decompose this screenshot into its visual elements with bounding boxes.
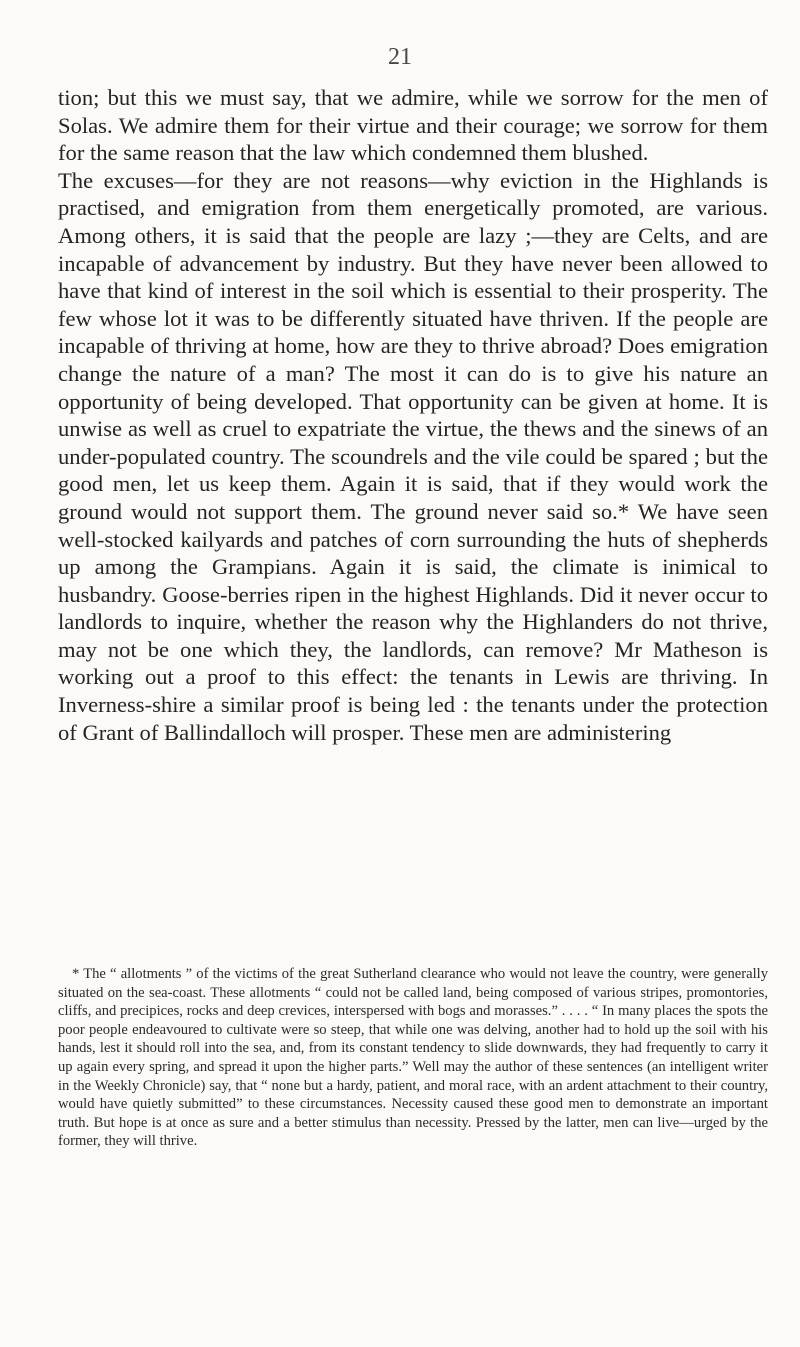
paragraph-continuation: tion; but this we must say, that we admire, while we sorrow for the men of Solas. We admire them for their virtue and their courage; we sorrow for them for the same reason that the law which condemned them blushed. bbox=[58, 85, 768, 166]
footnote bbox=[58, 965, 768, 1151]
footnote-text: * The “ allotments ” of the victims of the great Sutherland clearance who would not leave the country, were generally situated on the sea-coast. These allotments “ could not be called land, being composed of various stripes, promontories, cliffs, and precipices, rocks and deep crevices, interspersed with bogs and morasses.” . . . . “ In many places the spots the poor people endeavoured to cultivate were so steep, that while one was delving, another had to hold up the soil with his hands, lest it should roll into the sea, and, from its constant tendency to slide downwards, they had frequently to carry it up again every spring, and spread it upon the higher parts.” Well may the author of these sentences (an intelligent writer in the Weekly Chronicle) say, that “ none but a hardy, patient, and moral race, with an ardent attachment to their country, would have quietly submitted” to these circumstances. Necessity caused these good men to demonstrate an important truth. But hope is at once as sure and a better stimulus than necessity. Pressed by the latter, men can live—urged by the former, they will thrive. bbox=[58, 966, 768, 1150]
paragraph-excuses: The excuses—for they are not reasons—why eviction in the Highlands is practised, and emigration from them energetically promoted, are various. Among others, it is said that the people are lazy ;—they are Celts, and are incapable of advancement by industry. But they have never been allowed to have that kind of interest in the soil which is essential to their prosperity. The few whose lot it was to be differently situated have thriven. If the people are incapable of thriving at home, how are they to thrive abroad? Does emigration change the nature of a man? The most it can do is to give his nature an opportunity of being developed. That opportunity can be given at home. It is unwise as well as cruel to expatriate the virtue, the thews and the sinews of an under-populated country. The scoundrels and the vile could be spared ; but the good men, let us keep them. Again it is said, that if they would work the ground would not support them. The ground never said so.* We have seen well-stocked kailyards and patches of corn surrounding the huts of shepherds up among the Grampians. Again it is said, the climate is inimical to husbandry. Goose-berries ripen in the highest Highlands. Did it never occur to landlords to inquire, whether the reason why the Highlanders do not thrive, may not be one which they, the landlords, can remove? Mr Matheson is working out a proof to this effect: the tenants in Lewis are thriving. In Inverness-shire a similar proof is being led : the tenants under the protection of Grant of Ballindalloch will prosper. These men are administering bbox=[58, 167, 768, 745]
body-text bbox=[58, 84, 768, 746]
page-number: 21 bbox=[388, 44, 412, 70]
